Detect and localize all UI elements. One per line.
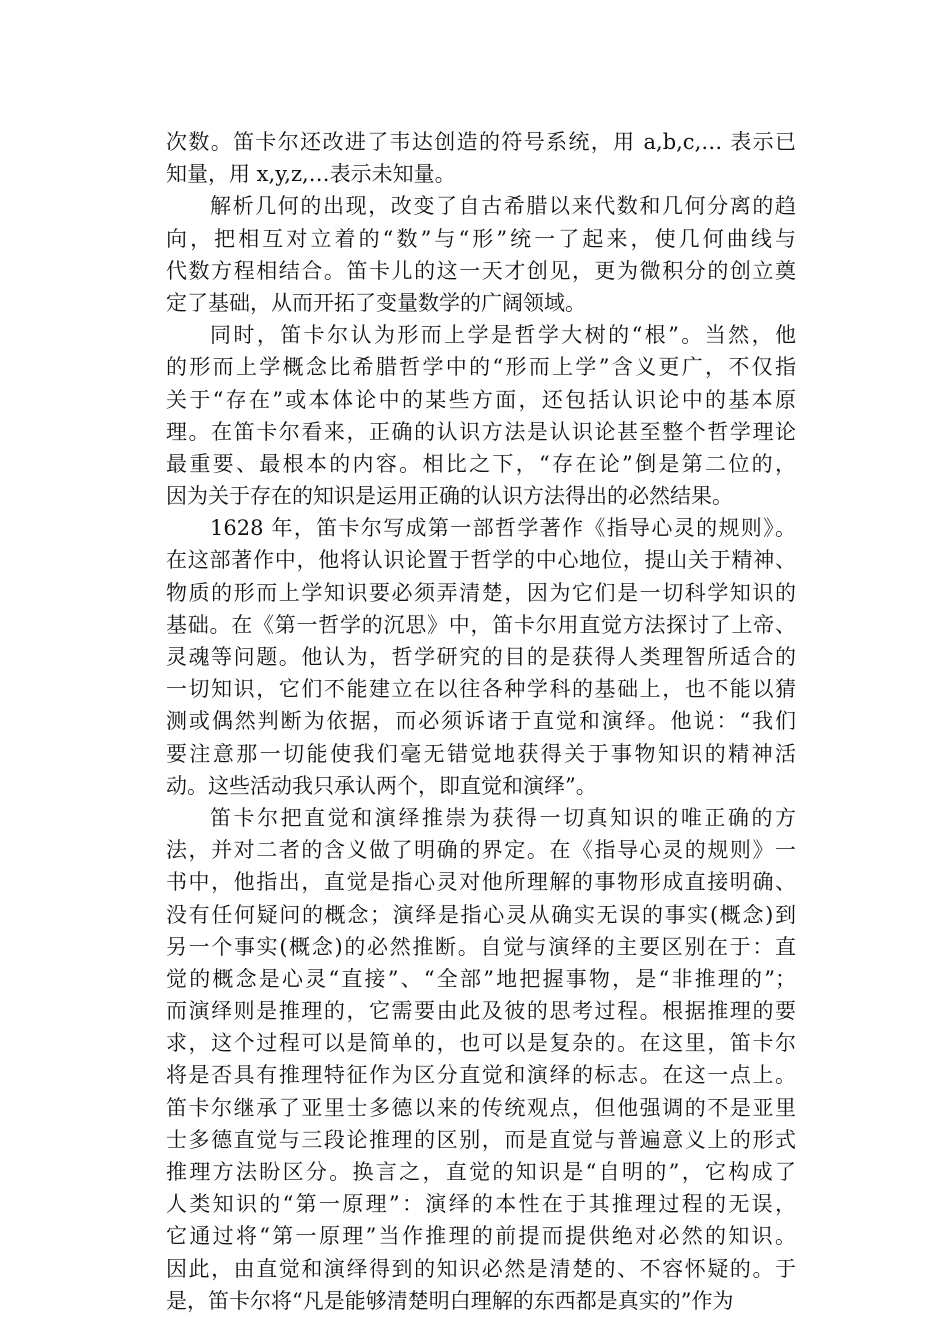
- text-line: 次数。笛卡尔还改进了韦达创造的符号系统，用 a,b,c,… 表示已: [166, 130, 796, 154]
- text-line: 笛卡尔继承了亚里士多德以来的传统观点，但他强调的不是亚里: [166, 1095, 796, 1120]
- text-line: 要注意那一切能使我们毫无错觉地获得关于事物知识的精神活: [166, 741, 796, 766]
- text-line: 物质的形而上学知识要必须弄清楚，因为它们是一切科学知识的: [166, 580, 796, 605]
- text-line: 在这部著作中，他将认识论置于哲学的中心地位，提山关于精神、: [166, 548, 796, 573]
- document-body: [166, 126, 796, 1317]
- text-line: 同时，笛卡尔认为形而上学是哲学大树的“根”。当然，他: [210, 323, 796, 348]
- text-line: 关于“存在”或本体论中的某些方面，还包括认识论中的基本原: [166, 387, 796, 412]
- text-line: 士多德直觉与三段论推理的区别，而是直觉与普遍意义上的形式: [166, 1127, 796, 1152]
- text-line: 最重要、最根本的内容。相比之下，“存在论”倒是第二位的，: [166, 451, 796, 476]
- text-line: 解析几何的出现，改变了自古希腊以来代数和几何分离的趋: [210, 194, 796, 219]
- text-line: 将是否具有推理特征作为区分直觉和演绎的标志。在这一点上。: [166, 1063, 796, 1088]
- text-line: 是，笛卡尔将“凡是能够清楚明白理解的东西都是真实的”作为: [166, 1288, 734, 1313]
- text-line: 推理方法盼区分。换言之，直觉的知识是“自明的”，它构成了: [166, 1160, 796, 1184]
- text-line: 法，并对二者的含义做了明确的界定。在《指导心灵的规则》一: [166, 838, 796, 863]
- text-line: 觉的概念是心灵“直接”、“全部”地把握事物，是“非推理的”；: [166, 966, 796, 991]
- text-line: 因此，由直觉和演绎得到的知识必然是清楚的、不容怀疑的。于: [166, 1256, 796, 1281]
- text-line: 人类知识的“第一原理”：演绎的本性在于其推理过程的无误，: [166, 1192, 796, 1217]
- text-line: 定了基础，从而开拓了变量数学的广阔领域。: [166, 290, 586, 315]
- paragraph: [166, 190, 796, 319]
- text-line: 一切知识，它们不能建立在以往各种学科的基础上，也不能以猜: [166, 677, 796, 702]
- text-line: 1628 年，笛卡尔写成第一部哲学著作《指导心灵的规则》。: [210, 516, 796, 541]
- paragraph: [166, 126, 796, 190]
- text-line: 向，把相互对立着的“数”与“形”统一了起来，使几何曲线与: [166, 226, 796, 251]
- text-line: 笛卡尔把直觉和演绎推崇为获得一切真知识的唯正确的方: [210, 805, 796, 830]
- text-line: 没有任何疑问的概念；演绎是指心灵从确实无误的事实(概念)到: [166, 902, 796, 927]
- text-line: 而演绎则是推理的，它需要由此及彼的思考过程。根据推理的要: [166, 999, 796, 1024]
- text-line: 理。在笛卡尔看来，正确的认识方法是认识论甚至整个哲学理论: [166, 419, 796, 444]
- paragraph: [166, 802, 796, 1317]
- text-line: 因为关于存在的知识是运用正确的认识方法得出的必然结果。: [166, 484, 733, 509]
- text-line: 代数方程相结合。笛卡儿的这一天才创见，更为微积分的创立奠: [166, 258, 796, 283]
- paragraph: [166, 512, 796, 802]
- text-line: 另一个事实(概念)的必然推断。自觉与演绎的主要区别在于：直: [166, 934, 796, 959]
- text-line: 动。这些活动我只承认两个，即直觉和演绎”。: [166, 773, 597, 798]
- text-line: 测或偶然判断为依据，而必须诉诸于直觉和演绎。他说：“我们: [166, 709, 796, 734]
- text-line: 知量，用 x,y,z,…表示未知量。: [166, 162, 456, 187]
- text-line: 书中，他指出，直觉是指心灵对他所理解的事物形成直接明确、: [166, 870, 796, 895]
- text-line: 灵魂等问题。他认为，哲学研究的目的是获得人类理智所适合的: [166, 645, 796, 669]
- paragraph: [166, 319, 796, 512]
- text-line: 基础。在《第一哲学的沉思》中，笛卡尔用直觉方法探讨了上帝、: [166, 612, 796, 637]
- text-line: 的形而上学概念比希腊哲学中的“形而上学”含义更广，不仅指: [166, 355, 796, 380]
- text-line: 它通过将“第一原理”当作推理的前提而提供绝对必然的知识。: [166, 1224, 796, 1249]
- text-line: 求，这个过程可以是简单的，也可以是复杂的。在这里，笛卡尔: [166, 1031, 796, 1056]
